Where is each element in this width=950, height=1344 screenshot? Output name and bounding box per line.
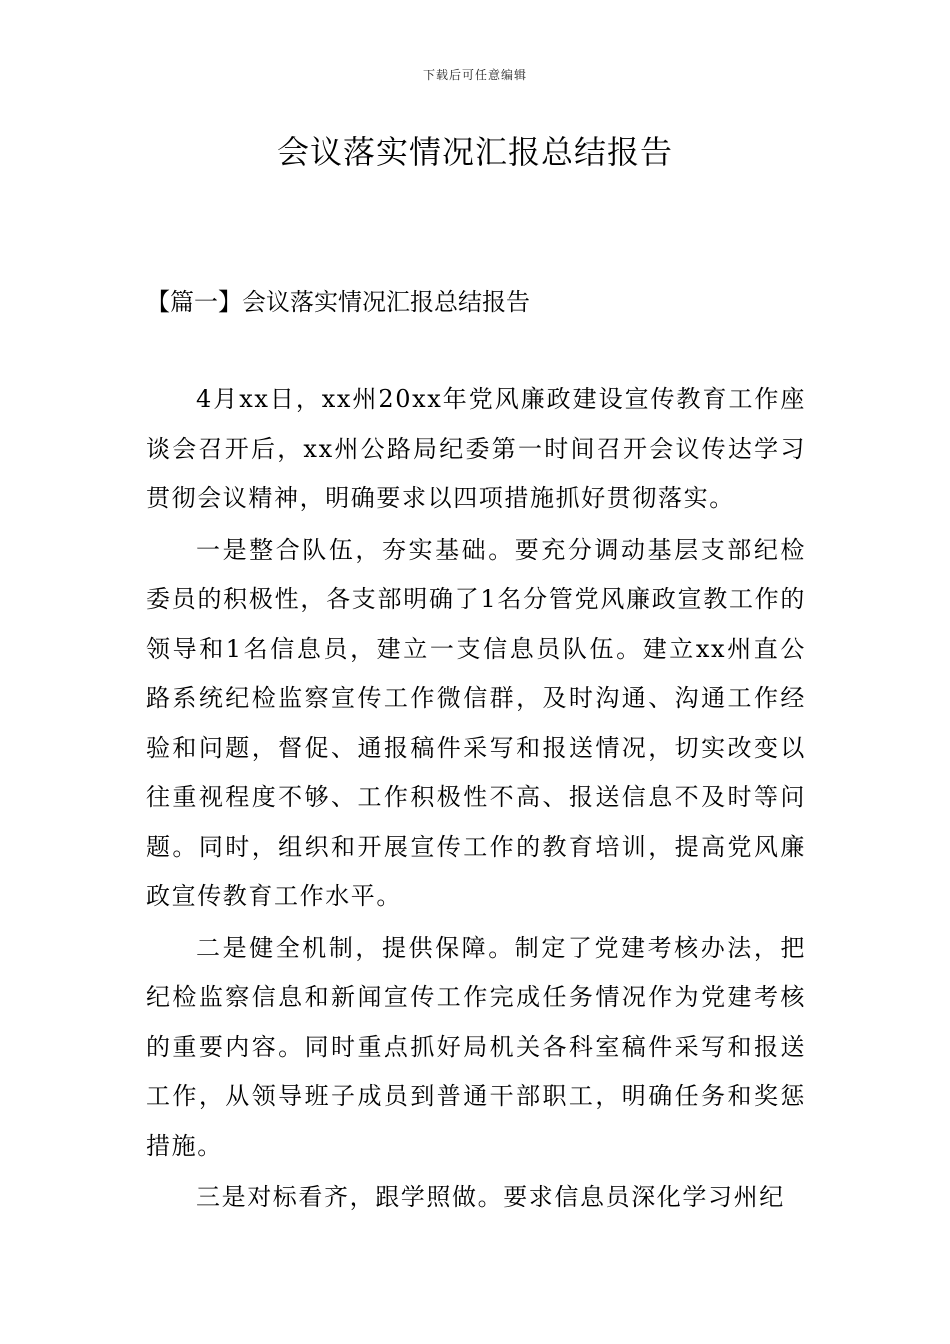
paragraph-point-three: 三是对标看齐，跟学照做。要求信息员深化学习州纪: [196, 1183, 785, 1211]
header-note: 下载后可任意编辑: [422, 68, 527, 82]
section-heading: 【篇一】会议落实情况汇报总结报告: [146, 288, 530, 316]
paragraph-point-two: 二是健全机制，提供保障。制定了党建考核办法，把纪检监察信息和新闻宣传工作完成任务情况作为党建考核的重要内容。同时重点抓好局机关各科室稿件采写和报送工作，从领导班子成员到普通干部职工，明确任务和奖惩措施。: [146, 933, 806, 1160]
document-body: [146, 375, 806, 1225]
document-title: 会议落实情况汇报总结报告: [276, 133, 673, 171]
paragraph-point-one: 一是整合队伍，夯实基础。要充分调动基层支部纪检委员的积极性，各支部明确了1名分管党风廉政宣教工作的领导和1名信息员，建立一支信息员队伍。建立xx州直公路系统纪检监察宣传工作微信群，及时沟通、沟通工作经验和问题，督促、通报稿件采写和报送情况，切实改变以往重视程度不够、工作积极性不高、报送信息不及时等问题。同时，组织和开展宣传工作的教育培训，提高党风廉政宣传教育工作水平。: [146, 535, 806, 910]
paragraph-intro: 4月xx日，xx州20xx年党风廉政建设宣传教育工作座谈会召开后，xx州公路局纪委第一时间召开会议传达学习贯彻会议精神，明确要求以四项措施抓好贯彻落实。: [146, 385, 806, 512]
